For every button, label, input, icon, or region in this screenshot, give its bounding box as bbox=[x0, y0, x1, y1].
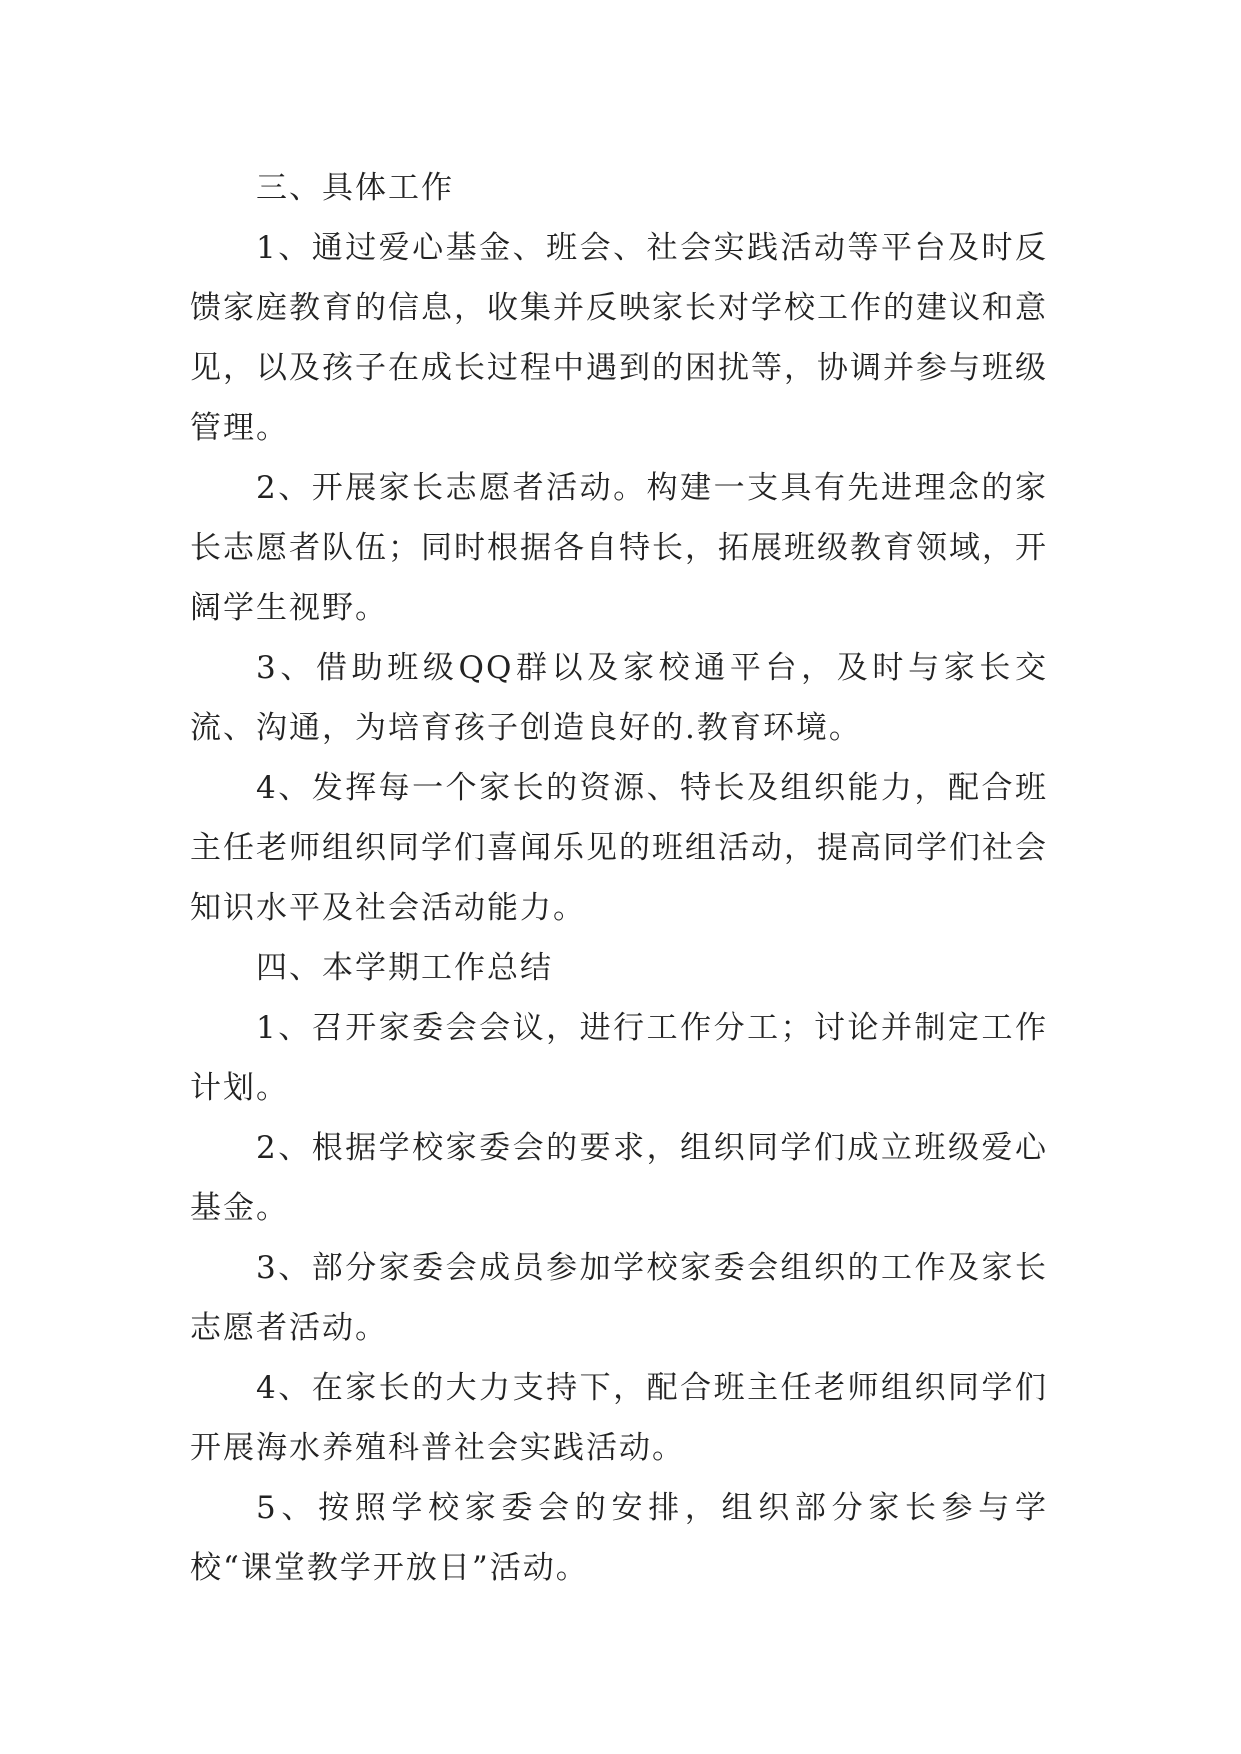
paragraph-summary-item-1: 1、召开家委会会议，进行工作分工；讨论并制定工作计划。 bbox=[190, 1010, 1048, 1106]
paragraph-summary-item-4: 4、在家长的大力支持下，配合班主任老师组织同学们开展海水养殖科普社会实践活动。 bbox=[190, 1370, 1048, 1466]
section-heading-specific-work: 三、具体工作 bbox=[256, 170, 454, 206]
paragraph-summary-item-2: 2、根据学校家委会的要求，组织同学们成立班级爱心基金。 bbox=[190, 1130, 1048, 1226]
paragraph-work-item-1: 1、通过爱心基金、班会、社会实践活动等平台及时反馈家庭教育的信息，收集并反映家长对学校工作的建议和意见，以及孩子在成长过程中遇到的困扰等，协调并参与班级管理。 bbox=[190, 230, 1048, 446]
paragraph-work-item-3: 3、借助班级QQ群以及家校通平台，及时与家长交流、沟通，为培育孩子创造良好的.教育环境。 bbox=[190, 650, 1048, 746]
paragraph-work-item-2: 2、开展家长志愿者活动。构建一支具有先进理念的家长志愿者队伍；同时根据各自特长，拓展班级教育领域，开阔学生视野。 bbox=[190, 470, 1048, 626]
document-body bbox=[190, 158, 1048, 1598]
paragraph-summary-item-5: 5、按照学校家委会的安排，组织部分家长参与学校“课堂教学开放日”活动。 bbox=[190, 1490, 1048, 1586]
paragraph-work-item-4: 4、发挥每一个家长的资源、特长及组织能力，配合班主任老师组织同学们喜闻乐见的班组活动，提高同学们社会知识水平及社会活动能力。 bbox=[190, 770, 1048, 926]
section-heading-semester-summary: 四、本学期工作总结 bbox=[256, 950, 553, 986]
paragraph-summary-item-3: 3、部分家委会成员参加学校家委会组织的工作及家长志愿者活动。 bbox=[190, 1250, 1048, 1346]
